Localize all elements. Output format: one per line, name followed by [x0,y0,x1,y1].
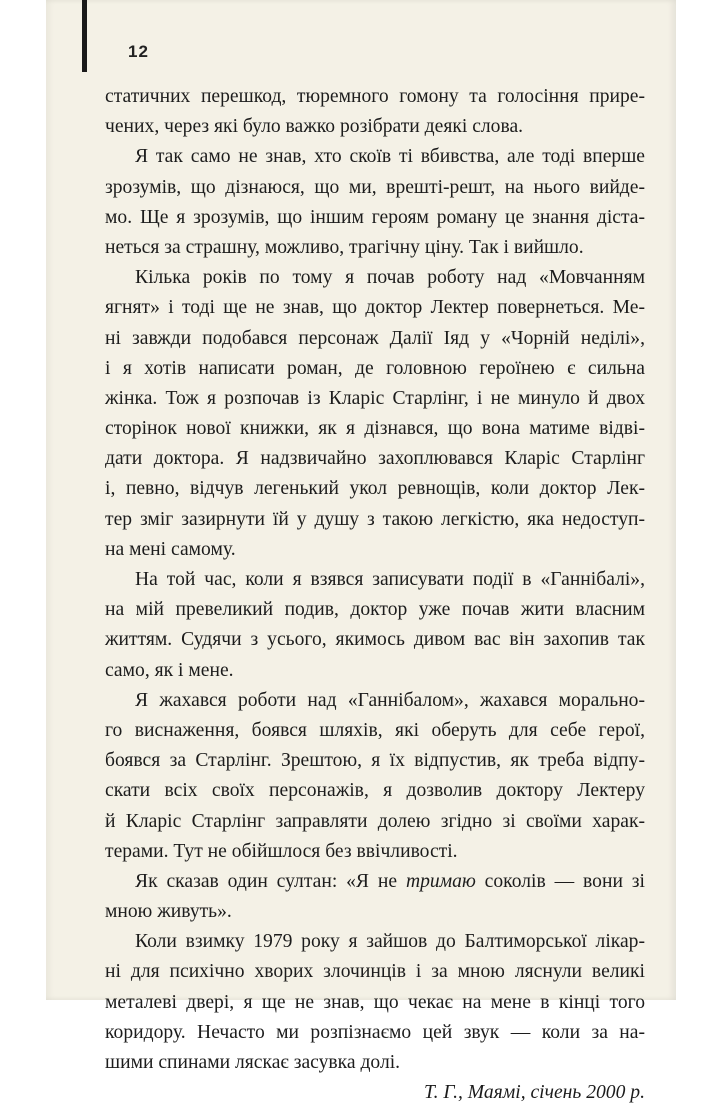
text-line: коридору. Нечасто ми розпізнаємо цей звук — коли за на- [105,1021,645,1043]
text-line: ні завжди подобався персонаж Далії Іяд у «Чорній неділі», [105,327,645,349]
text-line: дати доктора. Я надзвичайно захоплювався Кларіс Старлінг [105,448,645,470]
text-line: боявся за Старлінг. Зрештою, я їх відпустив, як треба відпу- [105,750,645,772]
text-line: ні для психічно хворих злочинців і за мною ляснули великі [105,961,645,983]
text-line-quote [105,867,645,897]
text-line: неться за страшну, можливо, трагічну ціну. Так і вийшло. [105,236,584,258]
text-line: Я так само не знав, хто скоїв ті вбивства, але тоді вперше [135,146,645,168]
text-line: і я хотів написати роман, де головною героїнею є сильна [105,357,645,379]
text-line: На той час, коли я взявся записувати події в «Ганнібалі», [135,569,645,590]
quote-emphasis: тримаю [405,870,476,892]
text-line: шими спинами ляскає засувка долі. [105,1052,401,1073]
text-line: ягнят» і тоді ще не знав, що доктор Лектер повернеться. Ме- [105,297,645,319]
quote-after: соколів — вони зі [475,870,645,892]
binding-edge [82,0,87,72]
text-line: мною живуть». [105,901,232,923]
text-line: сторінок нової книжки, як я дізнався, що вона матиме відві- [105,418,645,440]
body-text [105,82,645,1108]
text-line: життям. Судячи з усього, якимось дивом вас він захопив так [105,629,645,651]
signature: Т. Г., Маямі, січень 2000 р. [423,1082,645,1104]
quote-before: Як сказав один султан: «Я не [135,870,406,892]
text-line: на мені самому. [105,538,236,560]
text-line: зрозумів, що дізнаюся, що ми, врешті-решт, на нього вийде- [105,176,645,198]
text-line: жінка. Тож я розпочав із Кларіс Старлінг, і не минуло й двох [105,387,645,409]
text-line: й Кларіс Старлінг заправляти долею згідно зі своїми харак- [105,810,645,832]
text-line: і, певно, відчув легенький укол ревнощів, коли доктор Лек- [105,478,645,500]
text-line: на мій превеликий подив, доктор уже почав жити власним [105,599,645,621]
text-line: металеві двері, я ще не знав, що чекає на мене в кінці того [105,991,645,1013]
text-line: Коли взимку 1979 року я зайшов до Балтиморської лікар- [135,931,645,953]
page-number: 12 [128,42,149,61]
text-line: го виснаження, боявся шляхів, які оберуть для себе герої, [105,719,645,741]
text-line: чених, через які було важко розібрати деякі слова. [105,116,524,138]
text-line: скати всіх своїх персонажів, я дозволив доктору Лектеру [105,780,645,802]
text-line: статичних перешкод, тюремного гомону та голосіння прире- [105,86,645,107]
text-line: мо. Ще я зрозумів, що іншим героям роману це знання діста- [105,206,645,228]
text-line: Я жахався роботи над «Ганнібалом», жахався морально- [135,689,645,711]
text-line: само, як і мене. [105,659,234,681]
text-line: тер зміг зазирнути їй у душу з такою легкістю, яка недоступ- [105,508,645,530]
text-line: терами. Тут не обійшлося без ввічливості. [105,840,458,862]
text-line: Кілька років по тому я почав роботу над «Мовчанням [135,267,645,289]
